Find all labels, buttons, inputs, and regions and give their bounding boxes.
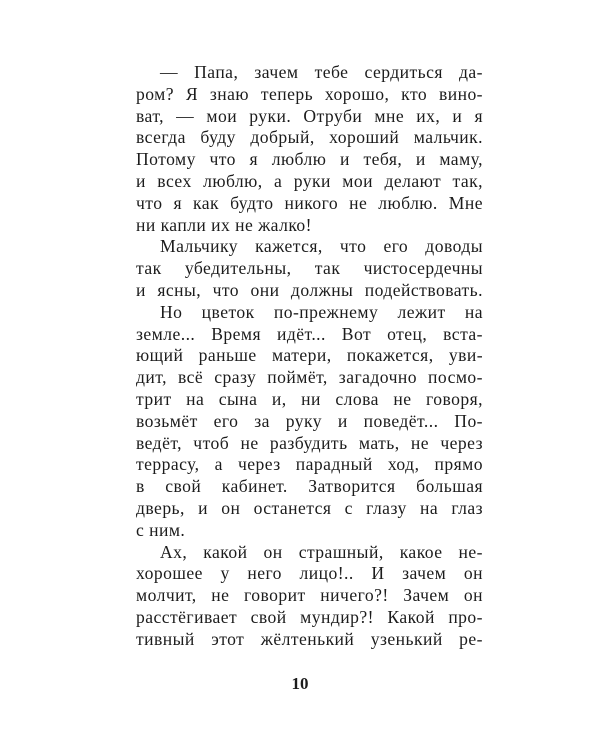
page-number: 10 — [291, 674, 309, 693]
text-line: — Папа, зачем тебе сердиться да- — [160, 62, 483, 82]
text-line: земле... Время идёт... Вот отец, вста- — [136, 323, 483, 344]
text-line: и всех люблю, а руки мои делают так, — [136, 170, 483, 191]
text-line: в свой кабинет. Затворится большая — [136, 476, 483, 497]
text-line: Потому что я люблю и тебя, и маму, — [136, 149, 483, 170]
text-line: что я как будто никого не люблю. Мне — [136, 192, 483, 213]
text-line: ющий раньше матери, покажется, уви- — [136, 345, 483, 366]
text-line: дверь, и он останется с глазу на глаз — [136, 497, 483, 518]
text-line: тивный этот жёлтенький узенький ре- — [136, 628, 483, 649]
text-line: ват, — мои руки. Отруби мне их, и я — [136, 105, 483, 126]
text-line: ром? Я знаю теперь хорошо, кто вино- — [136, 83, 483, 104]
text-line: Но цветок по-прежнему лежит на — [160, 301, 483, 322]
text-line: Ах, какой он страшный, какое не- — [160, 541, 483, 562]
text-line: террасу, а через парадный ход, прямо — [136, 454, 483, 475]
text-line: хорошее у него лицо!.. И зачем он — [136, 563, 483, 584]
text-line: трит на сына и, ни слова не говоря, — [136, 388, 483, 409]
text-line: молчит, не говорит ничего?! Зачем он — [136, 585, 483, 606]
paragraph — [136, 302, 483, 542]
text-line: ни капли их не жалко! — [136, 214, 312, 235]
text-line: с ним. — [136, 519, 186, 540]
text-line: так убедительны, так чистосердечны — [136, 258, 483, 279]
paragraph — [136, 236, 483, 301]
paragraph — [136, 542, 483, 651]
text-line: дит, всё сразу поймёт, загадочно посмо- — [136, 367, 483, 388]
page-body-text — [136, 62, 483, 651]
paragraph — [136, 62, 483, 236]
text-line: всегда буду добрый, хороший мальчик. — [136, 127, 483, 148]
text-line: Мальчику кажется, что его доводы — [160, 236, 483, 257]
text-line: ведёт, чтоб не разбудить мать, не через — [136, 432, 483, 453]
text-line: возьмёт его за руку и поведёт... По- — [136, 410, 483, 431]
text-line: и ясны, что они должны подействовать. — [136, 279, 483, 300]
text-line: расстёгивает свой мундир?! Какой про- — [136, 606, 483, 627]
